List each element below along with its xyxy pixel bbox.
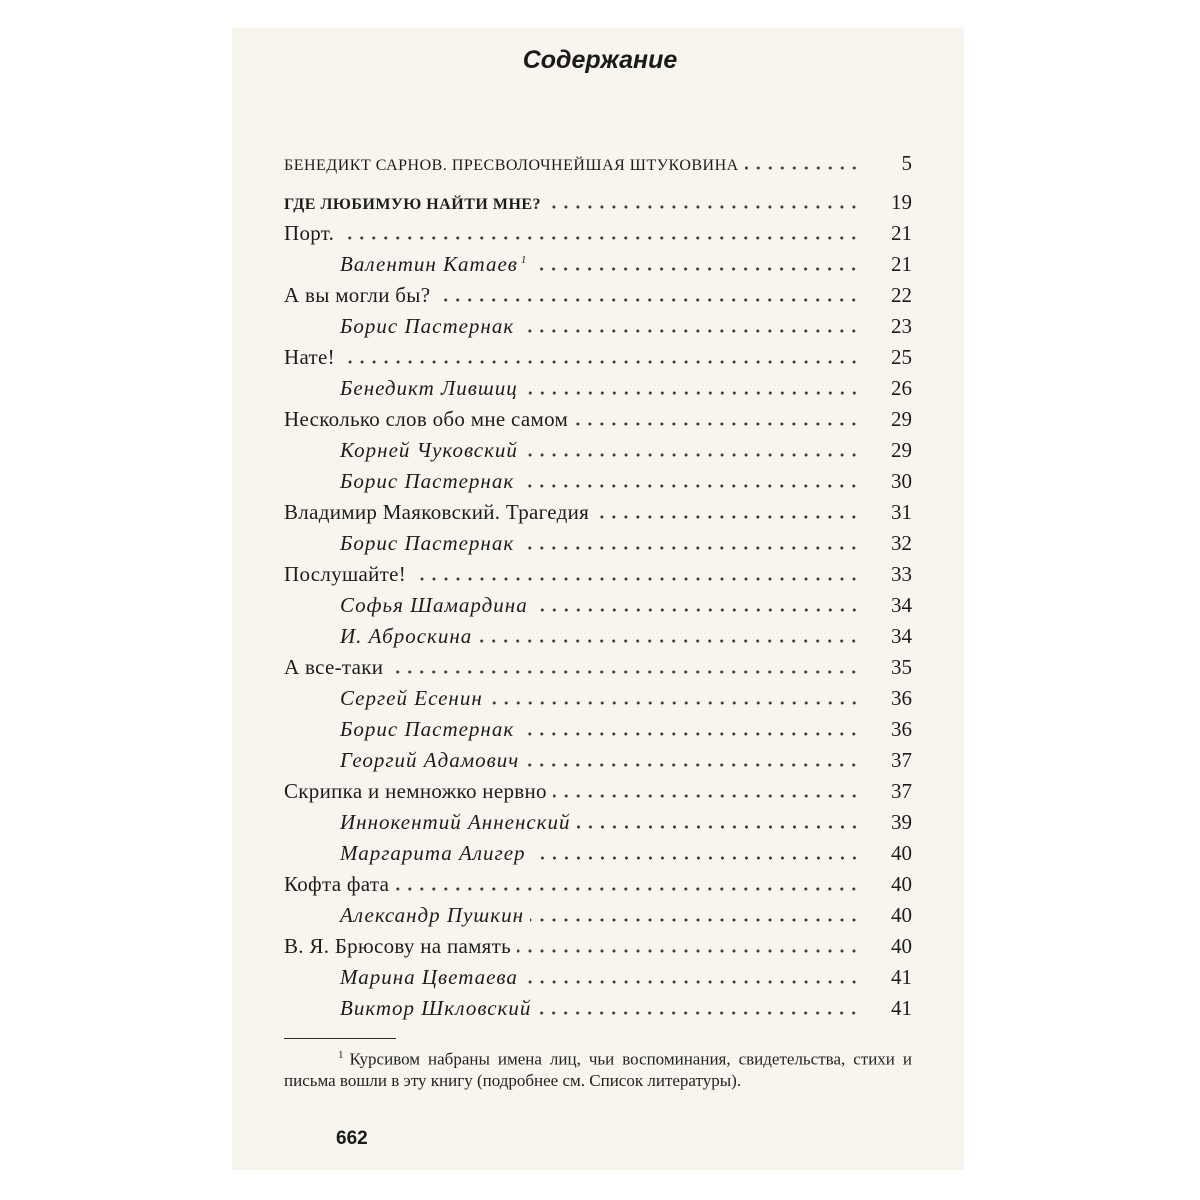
footnote-marker: 1 bbox=[338, 1049, 344, 1061]
toc-page-number: 21 bbox=[891, 221, 912, 245]
toc-entry-poem bbox=[284, 281, 912, 312]
toc-entry-text: Бенедикт Лившиц bbox=[340, 376, 518, 400]
footnote-text: Курсивом набраны имена лиц, чьи воспоминания, свидетельства, стихи и письма вошли в эту книгу (подробнее см. Список литературы). bbox=[284, 1049, 912, 1090]
dot-leader bbox=[577, 815, 860, 829]
toc-entry-text: Александр Пушкин bbox=[340, 903, 524, 927]
toc-entry-text: Борис Пастернак bbox=[340, 469, 515, 493]
dot-leader bbox=[537, 1001, 860, 1015]
toc-entry-text: В. Я. Брюсову на память bbox=[284, 934, 511, 958]
toc-page-number: 23 bbox=[891, 314, 912, 338]
toc-entry-text: Кофта фата bbox=[284, 872, 390, 896]
toc-entry-author bbox=[284, 684, 912, 715]
toc-page-number: 35 bbox=[891, 655, 912, 679]
footnote-marker: 1 bbox=[520, 254, 528, 266]
dot-leader bbox=[520, 536, 860, 550]
toc-entry-author bbox=[284, 591, 912, 622]
toc-entry-poem bbox=[284, 219, 912, 250]
toc-entry-author bbox=[284, 622, 912, 653]
toc-entry-author bbox=[284, 901, 912, 932]
toc-entry-author bbox=[284, 839, 912, 870]
toc-page-number: 36 bbox=[891, 686, 912, 710]
dot-leader bbox=[340, 226, 860, 240]
toc-entry-text: Марина Цветаева bbox=[340, 965, 518, 989]
toc-entry-poem bbox=[284, 405, 912, 436]
toc-entry-text: А вы могли бы? bbox=[284, 283, 431, 307]
toc-entry-text: И. Аброскина bbox=[340, 624, 473, 648]
toc-page-number: 33 bbox=[891, 562, 912, 586]
dot-leader bbox=[530, 908, 860, 922]
toc-page-number: 40 bbox=[891, 903, 912, 927]
toc-entry-author bbox=[284, 467, 912, 498]
toc-entry-text: Корней Чуковский bbox=[340, 438, 518, 462]
toc-page-number: 41 bbox=[891, 996, 912, 1020]
dot-leader bbox=[389, 660, 860, 674]
toc-entry-text: Валентин Катаев $^1$ bbox=[340, 252, 528, 276]
dot-leader bbox=[533, 257, 860, 271]
toc-page-number: 39 bbox=[891, 810, 912, 834]
toc-entry-author bbox=[284, 994, 912, 1025]
toc-page-number: 22 bbox=[891, 283, 912, 307]
toc-entry-text: Несколько слов обо мне самом bbox=[284, 407, 569, 431]
dot-leader bbox=[436, 288, 860, 302]
toc-page-number: 41 bbox=[891, 965, 912, 989]
toc-entry-text: Владимир Маяковский. Трагедия bbox=[284, 500, 590, 524]
toc-page-number: 31 bbox=[891, 500, 912, 524]
toc-page-number: 21 bbox=[891, 252, 912, 276]
toc-entry-text: Софья Шамардина bbox=[340, 593, 528, 617]
footnote-rule bbox=[284, 1038, 396, 1039]
toc-page-number: 19 bbox=[891, 190, 912, 214]
dot-leader bbox=[553, 784, 860, 798]
toc-page-number: 5 bbox=[901, 151, 912, 175]
toc-entry-section bbox=[284, 180, 912, 219]
toc-entry-text: Скрипка и немножко нервно bbox=[284, 779, 547, 803]
dot-leader bbox=[532, 846, 860, 860]
toc-entry-text: Борис Пастернак bbox=[340, 531, 515, 555]
toc-page-number: 30 bbox=[891, 469, 912, 493]
toc-entry-text: А все-таки bbox=[284, 655, 384, 679]
toc-entry-text: Маргарита Алигер bbox=[340, 841, 526, 865]
table-of-contents bbox=[284, 141, 912, 1025]
toc-entry-author bbox=[284, 436, 912, 467]
page-title: Содержание bbox=[522, 46, 678, 74]
dot-leader bbox=[745, 156, 860, 170]
dot-leader bbox=[341, 350, 860, 364]
toc-entry-author bbox=[284, 963, 912, 994]
dot-leader bbox=[520, 722, 860, 736]
dot-leader bbox=[595, 505, 860, 519]
toc-page-number: 29 bbox=[891, 438, 912, 462]
toc-entry-poem bbox=[284, 653, 912, 684]
dot-leader bbox=[489, 691, 860, 705]
toc-page-number: 32 bbox=[891, 531, 912, 555]
dot-leader bbox=[524, 443, 860, 457]
toc-entry-text: Иннокентий Анненский bbox=[340, 810, 571, 834]
dot-leader bbox=[395, 877, 860, 891]
toc-entry-author bbox=[284, 374, 912, 405]
toc-entry-text: Нате! bbox=[284, 345, 335, 369]
dot-leader bbox=[524, 381, 860, 395]
dot-leader bbox=[534, 598, 860, 612]
toc-page-number: 34 bbox=[891, 624, 912, 648]
toc-entry-author bbox=[284, 529, 912, 560]
toc-page-number: 37 bbox=[891, 748, 912, 772]
toc-page-number: 25 bbox=[891, 345, 912, 369]
toc-entry-author bbox=[284, 715, 912, 746]
toc-entry-author bbox=[284, 808, 912, 839]
toc-entry-text: БЕНЕДИКТ САРНОВ. ПРЕСВОЛОЧНЕЙШАЯ ШТУКОВИНА bbox=[284, 157, 739, 174]
toc-page-number: 34 bbox=[891, 593, 912, 617]
dot-leader bbox=[574, 412, 860, 426]
toc-page-number: 40 bbox=[891, 841, 912, 865]
toc-entry-text: Порт. bbox=[284, 221, 335, 245]
toc-entry-text: Борис Пастернак bbox=[340, 314, 515, 338]
toc-page-number: 40 bbox=[891, 934, 912, 958]
toc-entry-author bbox=[284, 312, 912, 343]
toc-entry-text: Послушайте! bbox=[284, 562, 407, 586]
footnote bbox=[284, 1045, 912, 1091]
toc-entry-text: Виктор Шкловский bbox=[340, 996, 532, 1020]
dot-leader bbox=[412, 567, 860, 581]
toc-entry-poem bbox=[284, 343, 912, 374]
toc-entry-poem bbox=[284, 560, 912, 591]
dot-leader bbox=[517, 939, 860, 953]
toc-entry-author bbox=[284, 746, 912, 777]
toc-entry-text: Борис Пастернак bbox=[340, 717, 515, 741]
toc-page-number: 37 bbox=[891, 779, 912, 803]
dot-leader bbox=[525, 753, 860, 767]
toc-entry-author bbox=[284, 250, 912, 281]
dot-leader bbox=[547, 195, 860, 209]
toc-page-number: 26 bbox=[891, 376, 912, 400]
toc-page-number: 36 bbox=[891, 717, 912, 741]
dot-leader bbox=[524, 970, 860, 984]
dot-leader bbox=[520, 319, 860, 333]
toc-entry-poem bbox=[284, 870, 912, 901]
toc-page-number: 40 bbox=[891, 872, 912, 896]
toc-entry-poem bbox=[284, 498, 912, 529]
toc-page-number: 29 bbox=[891, 407, 912, 431]
dot-leader bbox=[520, 474, 860, 488]
dot-leader bbox=[478, 629, 860, 643]
toc-entry-text: Сергей Есенин bbox=[340, 686, 483, 710]
toc-entry-poem bbox=[284, 932, 912, 963]
toc-entry-text: Георгий Адамович bbox=[340, 748, 520, 772]
toc-entry-text: ГДЕ ЛЮБИМУЮ НАЙТИ МНЕ? bbox=[284, 196, 542, 213]
toc-entry-front-matter bbox=[284, 141, 912, 180]
toc-entry-poem bbox=[284, 777, 912, 808]
page-number: 662 bbox=[336, 1128, 368, 1149]
